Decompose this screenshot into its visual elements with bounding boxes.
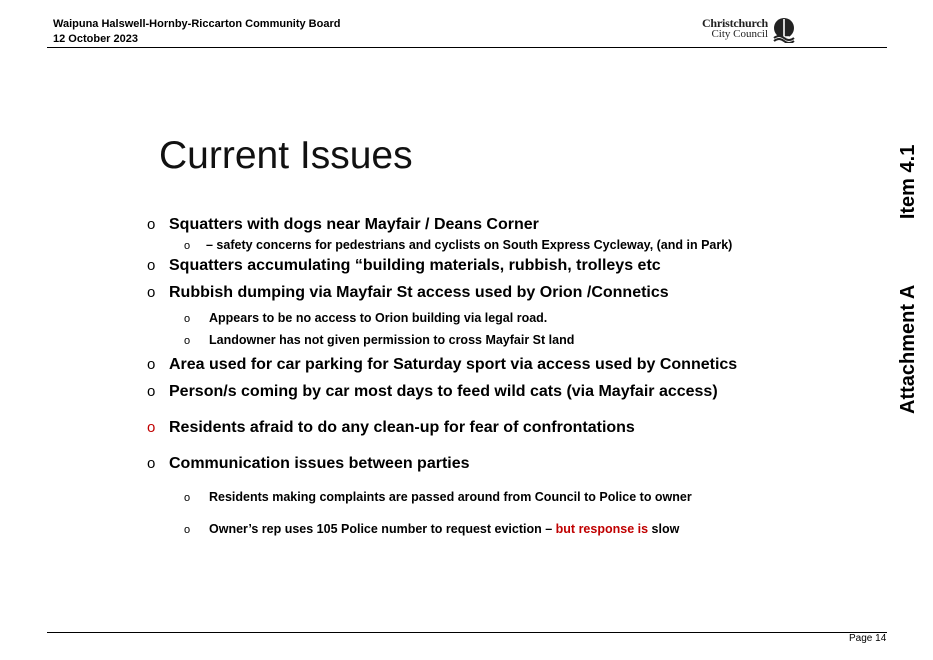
sub-list-item: o Residents making complaints are passed around from Council to Police to owner [184,490,692,504]
bullet-icon: o [147,419,156,436]
list-item: o Person/s coming by car most days to feed wild cats (via Mayfair access) [147,383,718,400]
bullet-icon: o [147,216,156,233]
bullet-icon: o [147,356,156,373]
list-item: o Residents afraid to do any clean-up for fear of confrontations [147,419,635,436]
bullet-icon: o [147,284,156,301]
bullet-icon: o [184,240,191,252]
meeting-date: 12 October 2023 [53,33,138,45]
bullet-icon: o [147,455,156,472]
emphasis-text: but response is [555,522,649,536]
council-logo [697,16,797,44]
document-header [53,17,340,47]
list-item: o Communication issues between parties [147,455,470,472]
bullet-icon: o [184,313,191,325]
board-name: Waipuna Halswell-Hornby-Riccarton Community Board [53,18,341,30]
list-item: o Rubbish dumping via Mayfair St access used by Orion /Connetics [147,284,669,301]
bullet-icon: o [184,492,191,504]
bullet-icon: o [184,524,191,536]
logo-line-2: City Council [711,28,768,40]
header-divider [47,47,887,48]
logo-line-1: Christchurch [701,16,768,30]
item-label: Item 4.1 [897,144,919,220]
sub-list-item: o Appears to be no access to Orion building via legal road. [184,311,548,325]
page-number: Page 14 [849,633,887,644]
sub-list-item: o Owner’s rep uses 105 Police number to request eviction – but response is slow [184,522,680,536]
cathedral-logo-icon [771,17,797,43]
list-item: o Squatters with dogs near Mayfair / Deans Corner [147,216,539,233]
list-item: o Area used for car parking for Saturday sport via access used by Connetics [147,356,738,373]
bullet-icon: o [147,383,156,400]
bullet-icon: o [184,335,191,347]
sub-list-item: o Landowner has not given permission to cross Mayfair St land [184,333,575,347]
bullet-icon: o [147,257,156,274]
side-label [897,134,920,414]
attachment-label: Attachment A [897,284,919,414]
footer-divider [47,632,887,633]
slide-title: Current Issues [159,134,413,177]
list-item: o Squatters accumulating “building materials, rubbish, trolleys etc [147,257,661,274]
sub-list-item: o – safety concerns for pedestrians and cyclists on South Express Cycleway, (and in Park) [184,238,733,252]
